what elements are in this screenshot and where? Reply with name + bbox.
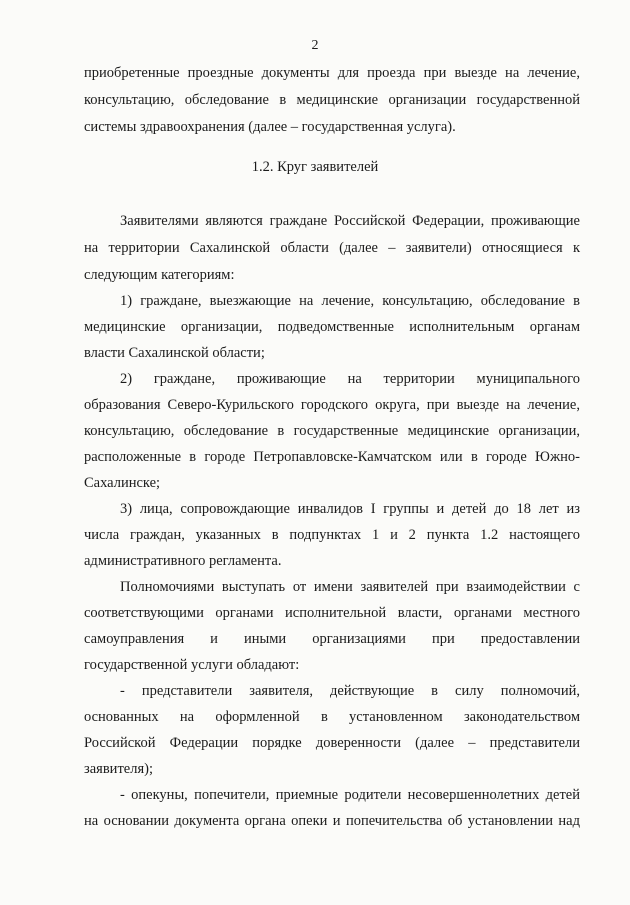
page-number: 2 (311, 38, 319, 53)
text-line: 2) граждане, проживающие на территории муниципального (120, 371, 580, 387)
text-line: 3) лица, сопровождающие инвалидов I группы и детей до 18 лет из (120, 501, 580, 517)
text-line: системы здравоохранения (далее – государственная услуга). (84, 119, 456, 135)
text-line: следующим категориям: (84, 267, 235, 283)
text-line: самоуправления и иными организациями при предоставлении (84, 631, 580, 647)
text-line: государственной услуги обладают: (84, 657, 300, 673)
text-line: Российской Федерации порядке доверенности (далее – представители (84, 735, 580, 751)
text-line: основанных на оформленной в установленном законодательством (84, 709, 580, 725)
text-line: приобретенные проездные документы для проезда при выезде на лечение, (84, 65, 580, 81)
text-line: Полномочиями выступать от имени заявителей при взаимодействии с (120, 579, 580, 595)
text-line: на основании документа органа опеки и попечительства об установлении над (84, 813, 580, 829)
text-line: на территории Сахалинской области (далее – заявители) относящиеся к (84, 240, 580, 256)
text-line: Заявителями являются граждане Российской Федерации, проживающие (120, 213, 580, 229)
text-line: соответствующими органами исполнительной власти, органами местного (84, 605, 580, 621)
text-line: 1) граждане, выезжающие на лечение, консультацию, обследование в (120, 293, 580, 309)
text-line: числа граждан, указанных в подпунктах 1 и 2 пункта 1.2 настоящего (84, 527, 580, 543)
text-line: медицинские организации, подведомственные исполнительным органам (84, 319, 580, 335)
section-heading: 1.2. Круг заявителей (251, 159, 379, 175)
text-line: заявителя); (84, 761, 153, 777)
text-line: расположенные в городе Петропавловске-Камчатском или в городе Южно- (84, 449, 580, 465)
text-line: консультацию, обследование в государственные медицинские организации, (84, 423, 580, 439)
text-line: образования Северо-Курильского городского округа, при выезде на лечение, (84, 397, 580, 413)
text-line: консультацию, обследование в медицинские организации государственной (84, 92, 580, 108)
text-line: административного регламента. (84, 553, 282, 569)
text-line: власти Сахалинской области; (84, 345, 265, 361)
text-line: - представители заявителя, действующие в силу полномочий, (120, 683, 580, 699)
text-line: Сахалинске; (84, 475, 161, 491)
text-line: - опекуны, попечители, приемные родители несовершеннолетних детей (120, 787, 580, 803)
